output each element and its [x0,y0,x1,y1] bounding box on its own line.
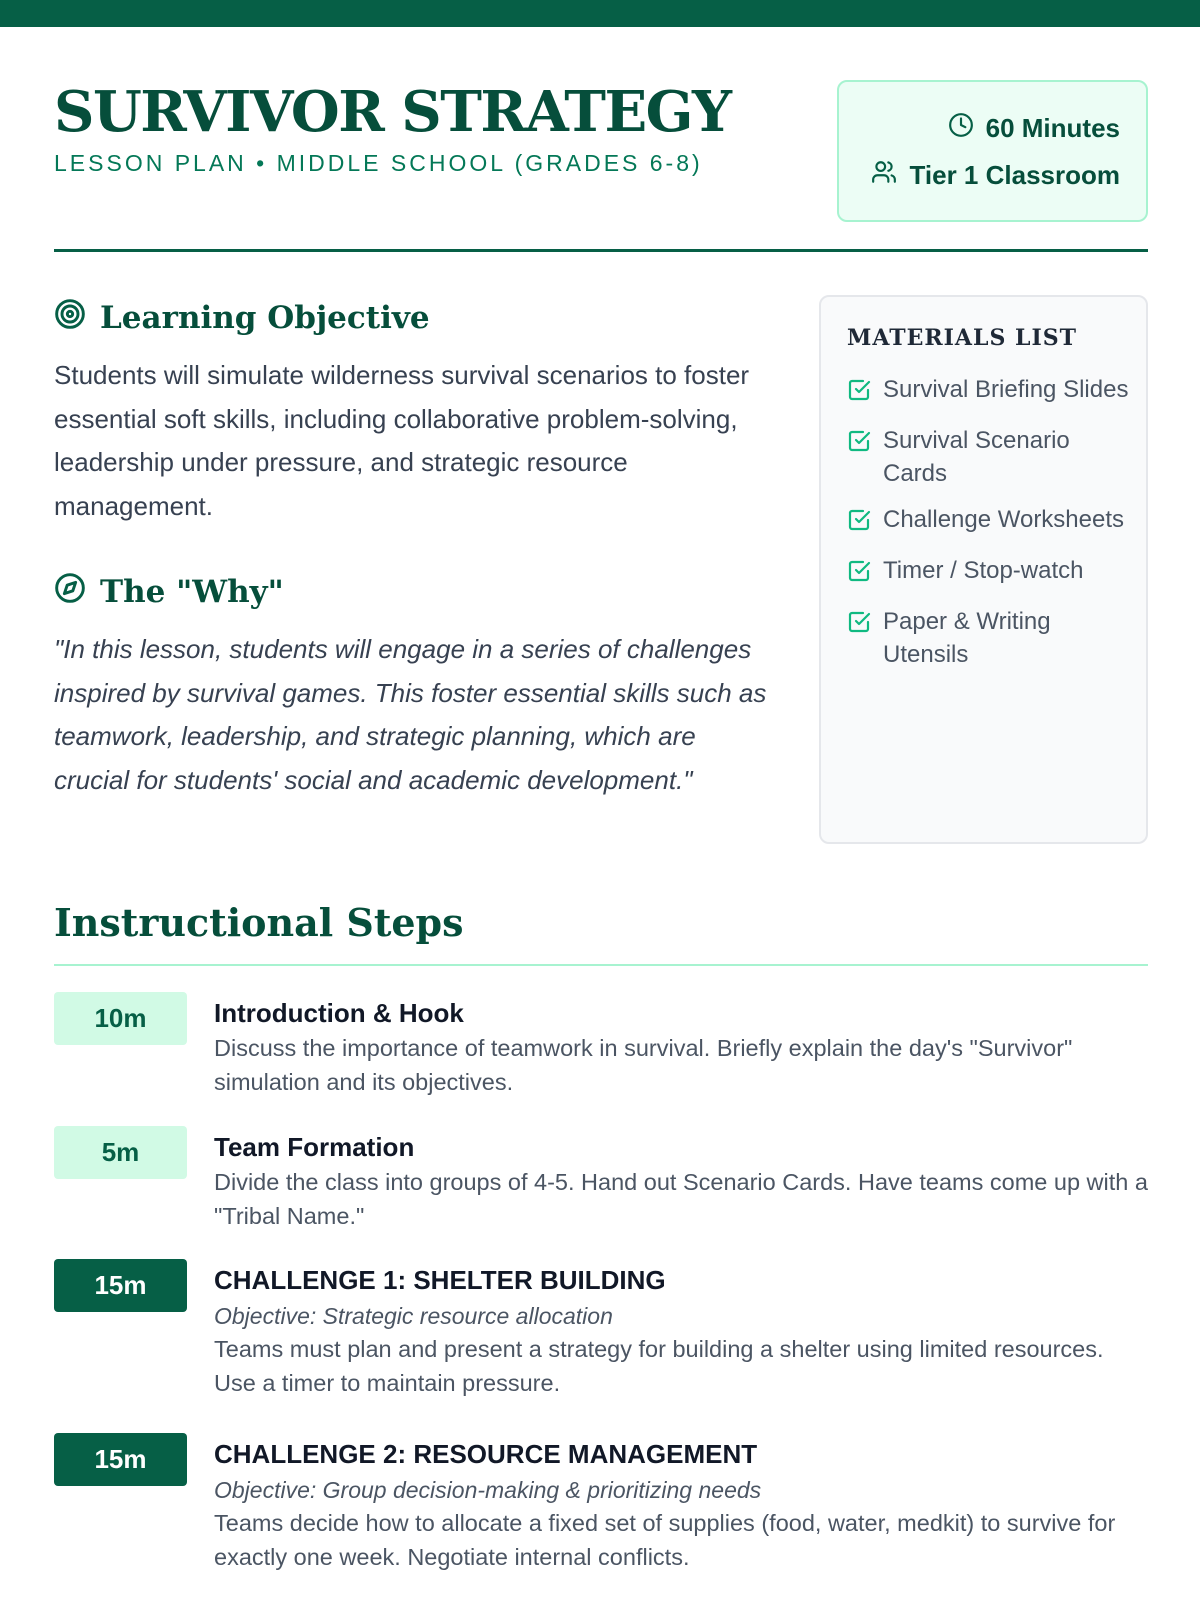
material-label: Survival Scenario Cards [883,427,1070,487]
step-description: Teams decide how to allocate a fixed set of supplies (food, water, medkit) to survive for exactly one week. Negotiate internal conflicts. [214,1510,1116,1570]
check-square-icon [847,554,871,592]
materials-list [847,373,1137,684]
step-body [214,992,1148,1099]
material-label: Paper & Writing Utensils [883,608,1051,668]
materials-list-panel [819,295,1148,844]
check-square-icon [847,424,871,490]
step-title: Team Formation [214,1132,415,1162]
lesson-meta-box [837,80,1148,222]
duration-row [948,112,1120,145]
material-label: Challenge Worksheets [883,506,1125,533]
step-objective: Objective: Group decision-making & prioritizing needs [214,1477,762,1503]
check-square-icon [847,605,871,671]
step-description: Discuss the importance of teamwork in survival. Briefly explain the day's "Survivor" simulation and its objectives. [214,1035,1073,1095]
duration-label: 60 Minutes [985,113,1120,143]
step-body [214,1259,1148,1400]
material-item [847,373,1137,411]
step-body [214,1126,1148,1233]
step-time-badge: 5m [54,1126,187,1179]
objective-text: Students will simulate wilderness survival scenarios to foster essential soft skills, including collaborative problem-solving, leadership under pressure, and strategic resource management. [54,360,750,521]
users-icon [871,159,897,192]
compass-icon [54,572,86,612]
objective-heading [54,298,430,338]
material-item [847,554,1137,592]
check-square-icon [847,503,871,541]
tier-label: Tier 1 Classroom [909,160,1120,190]
step-time-badge: 10m [54,992,187,1045]
step-body [214,1433,1148,1574]
target-icon [54,298,86,338]
step-title: CHALLENGE 1: SHELTER BUILDING [214,1265,666,1295]
step-description: Divide the class into groups of 4-5. Hand out Scenario Cards. Have teams come up with a "Tribal Name." [214,1169,1148,1229]
material-item [847,605,1137,671]
tier-row [871,159,1120,192]
step-time-badge: 15m [54,1433,187,1486]
material-label: Survival Briefing Slides [883,376,1129,403]
top-accent-bar [0,0,1200,27]
why-quote: "In this lesson, students will engage in a series of challenges inspired by survival games. This foster essential skills such as teamwork, leadership, and strategic planning, which are crucial for students' social and academic development." [54,634,767,795]
page-subtitle: LESSON PLAN • MIDDLE SCHOOL (GRADES 6-8) [54,150,703,176]
material-item [847,424,1137,490]
check-square-icon [847,373,871,411]
why-heading-text: The "Why" [100,574,284,610]
page-title: SURVIVOR STRATEGY [54,79,731,145]
step-title: Introduction & Hook [214,998,464,1028]
step-title: CHALLENGE 2: RESOURCE MANAGEMENT [214,1439,758,1469]
step-description: Teams must plan and present a strategy for building a shelter using limited resources. Use a timer to maintain pressure. [214,1336,1104,1396]
clock-icon [948,112,974,145]
step-objective: Objective: Strategic resource allocation [214,1303,613,1329]
objective-heading-text: Learning Objective [100,300,430,336]
why-heading [54,572,284,612]
material-item [847,503,1137,541]
material-label: Timer / Stop-watch [883,557,1084,584]
steps-heading: Instructional Steps [54,900,1148,966]
step-time-badge: 15m [54,1259,187,1312]
materials-title: MATERIALS LIST [847,325,1078,351]
page-header [54,80,1148,252]
